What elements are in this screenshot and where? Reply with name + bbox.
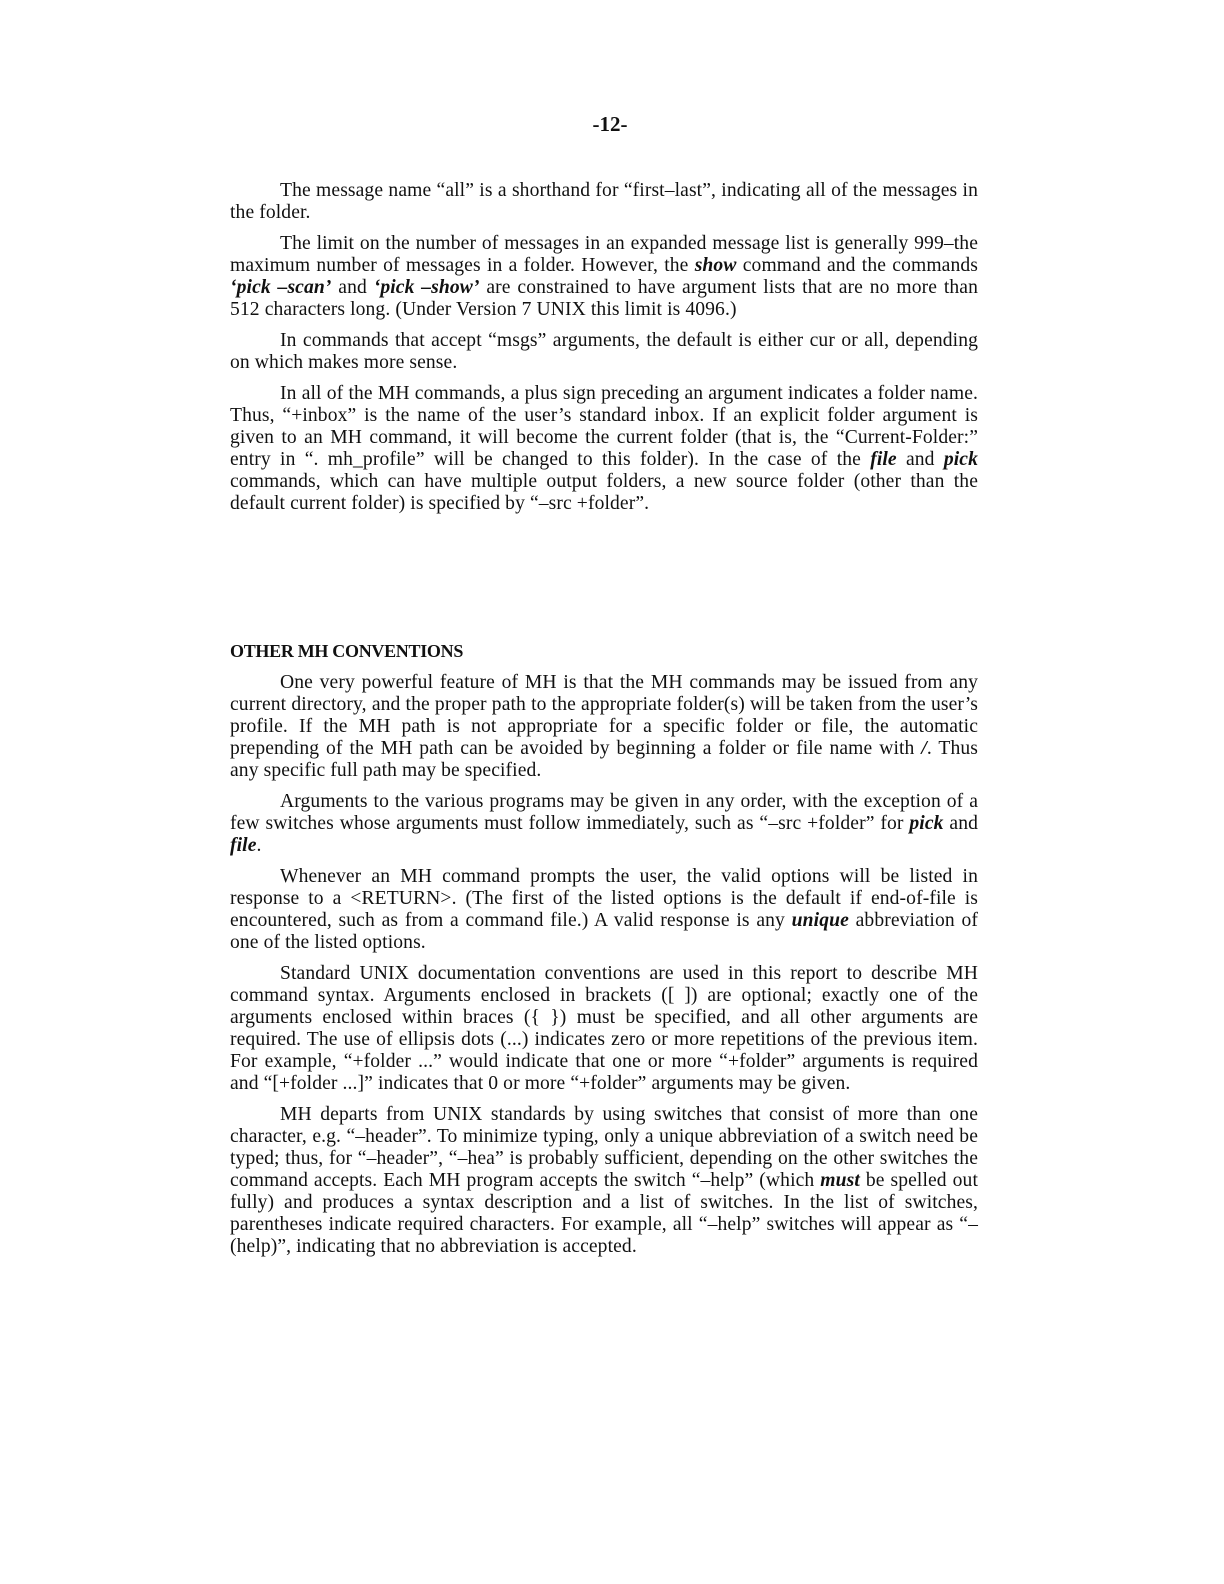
text-run: Whenever an MH command prompts the user, the valid options will be listed in response to a <RETURN>. (The first of the listed options is the default if end-of-file is encountered, such as from a command file.) A valid response is any (230, 866, 978, 931)
paragraph (230, 233, 978, 321)
text-run: In all of the MH commands, a plus sign preceding an argument indicates a folder name. Thus, “+inbox” is the name of the user’s standard inbox. If an explicit folder argument is given to an MH command, it will become the current folder (that is, the “Current-Folder:” entry in “. mh_profile” will be changed to this folder). In the case of the (230, 383, 978, 470)
text-run: MH departs from UNIX standards by using switches that consist of more than one character, e.g. “–header”. To minimize typing, only a unique abbreviation of a switch need be typed; thus, for “–header”, “–hea” is probably sufficient, depending on the other switches the command accepts. Each MH program accepts the switch “–help” (which (230, 1104, 978, 1191)
section-other-mh-conventions (230, 640, 978, 1267)
paragraph (230, 383, 978, 515)
emphasized-text: ‘pick –scan’ (230, 277, 332, 298)
paragraph (230, 963, 978, 1095)
page-number: -12- (592, 112, 628, 136)
text-run: In commands that accept “msgs” arguments, the default is either cur or all, depending on which makes more sense. (230, 330, 978, 373)
paragraph (230, 791, 978, 857)
emphasized-text: must (820, 1170, 860, 1191)
text-run: One very powerful feature of MH is that the MH commands may be issued from any current directory, and the proper path to the appropriate folder(s) will be taken from the user’s profile. If the MH path is not appropriate for a specific folder or file, the automatic prepending of the MH path can be avoided by beginning a folder or file name with (230, 672, 978, 759)
text-run: and (331, 277, 374, 298)
section-body (230, 672, 978, 1258)
text-run: and (896, 449, 944, 470)
emphasized-text: / (921, 738, 927, 759)
text-run: The message name “all” is a shorthand for “first–last”, indicating all of the messages in the folder. (230, 180, 978, 223)
text-run: . Thus any specific full path may be specified. (230, 738, 978, 781)
text-run: Standard UNIX documentation conventions are used in this report to describe MH command syntax. Arguments enclosed in brackets ([ ]) are optional; exactly one of the arguments enclosed within braces ({ }) must be specified, and all other arguments are required. The use of ellipsis dots (...) indicates zero or more repetitions of the previous item. For example, “+folder ...” would indicate that one or more “+folder” arguments is required and “[+folder ...]” indicates that 0 or more “+folder” arguments may be given. (230, 963, 978, 1094)
text-run: Arguments to the various programs may be given in any order, with the exception of a few switches whose arguments must follow immediately, such as “–src +folder” for (230, 791, 978, 834)
section-heading: OTHER MH CONVENTIONS (230, 641, 464, 661)
text-run: are constrained to have argument lists that are no more than 512 characters long. (Under Version 7 UNIX this limit is 4096.) (230, 277, 978, 320)
emphasized-text: unique (791, 910, 849, 931)
emphasized-text: show (694, 255, 737, 276)
emphasized-text: file (870, 449, 897, 470)
paragraph (230, 672, 978, 782)
text-run: be spelled out fully) and produces a syntax description and a list of switches. In the list of switches, parentheses indicate required characters. For example, all “–help” switches will appear as “–(help)”, indicating that no abbreviation is accepted. (230, 1170, 978, 1257)
paragraph (230, 866, 978, 954)
emphasized-text: pick (909, 813, 944, 834)
emphasized-text: pick (943, 449, 978, 470)
text-run: The limit on the number of messages in an expanded message list is generally 999–the maximum number of messages in a folder. However, the (230, 233, 978, 276)
text-run: command and the commands (736, 255, 978, 276)
paragraph (230, 330, 978, 374)
paragraph (230, 1104, 978, 1258)
text-run: commands, which can have multiple output folders, a new source folder (other than the default current folder) is specified by “–src +folder”. (230, 471, 978, 514)
text-run: and (943, 813, 978, 834)
emphasized-text: file (230, 835, 257, 856)
text-run: . (256, 835, 262, 856)
emphasized-text: ‘pick –show’ (373, 277, 480, 298)
section-intro (230, 180, 978, 524)
paragraph (230, 180, 978, 224)
text-run: abbreviation of one of the listed options. (230, 910, 978, 953)
